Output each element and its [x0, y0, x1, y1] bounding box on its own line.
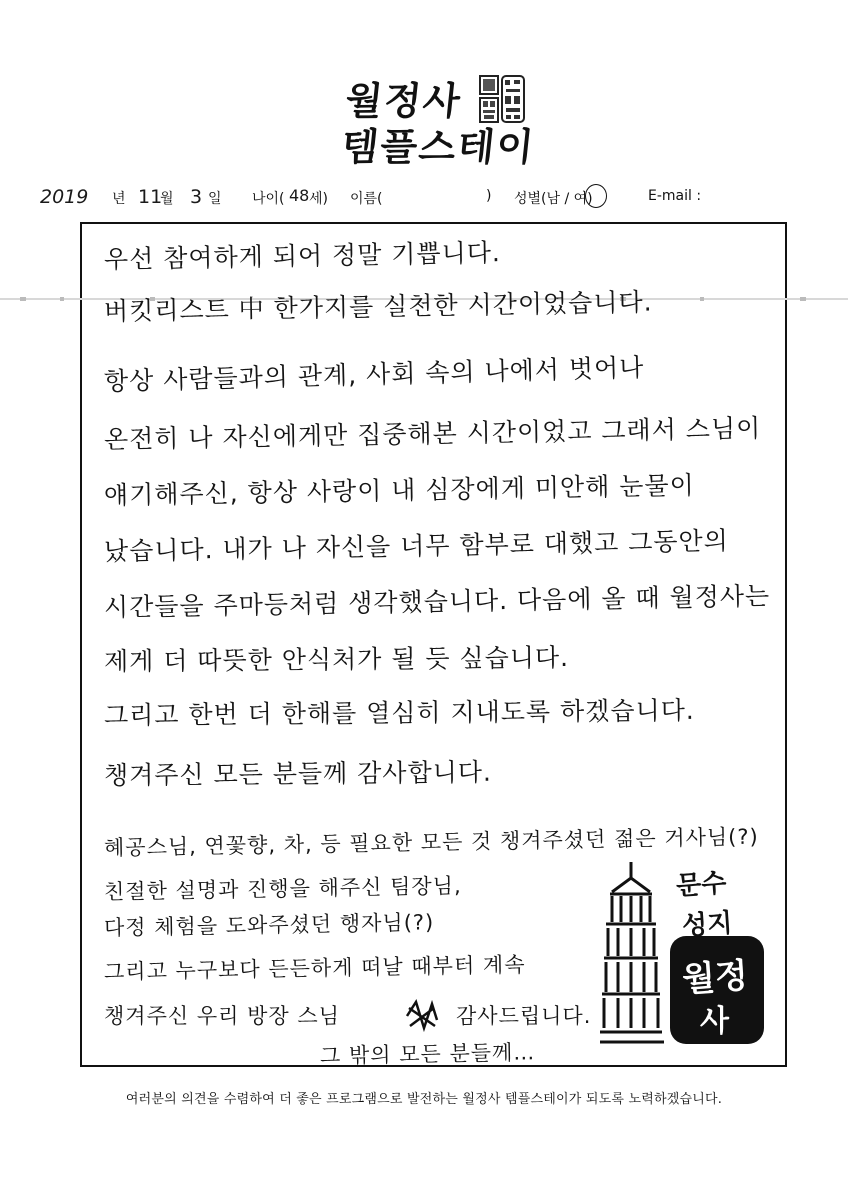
month-value: 11: [138, 186, 163, 208]
year-label: 년: [112, 191, 126, 207]
stamp-text-3: 월정: [680, 955, 750, 1001]
letter-line-9: 그리고 한번 더 한해를 열심히 지내도록 하겠습니다.: [103, 695, 695, 730]
gender-selected-circle: [585, 184, 607, 208]
name-label-close: ): [486, 188, 492, 204]
stamp-text-1: 문수: [675, 868, 728, 902]
program-title-line1: 월정사: [343, 78, 465, 123]
letter-line-13: 다정 체험을 도와주셨던 행자님(?): [103, 910, 435, 940]
temple-seal-stamp: [476, 74, 528, 124]
name-label-open: 이름(: [350, 191, 383, 207]
letter-line-15: 챙겨주신 우리 방장 스님: [104, 1004, 340, 1028]
letter-line-8: 제게 더 따뜻한 안식처가 될 듯 싶습니다.: [103, 642, 570, 676]
letter-line-5: 얘기해주신, 항상 사랑이 내 심장에게 미안해 눈물이: [103, 470, 695, 510]
letter-line-7: 시간들을 주마등처럼 생각했습니다. 다음에 올 때 월정사는: [103, 581, 771, 622]
day-label: 일: [208, 191, 222, 207]
letter-line-11: 혜공스님, 연꽃향, 차, 등 필요한 모든 것 챙겨주셨던 젊은 거사님(?): [103, 824, 759, 860]
letter-line-17: 그 밖의 모든 분들께…: [319, 1040, 536, 1068]
month-label: 월: [160, 191, 174, 207]
letter-line-6: 났습니다. 내가 나 자신을 너무 함부로 대했고 그동안의: [103, 526, 730, 566]
age-label-open: 나이(: [252, 191, 285, 207]
letter-line-4: 온전히 나 자신에게만 집중해본 시간이었고 그래서 스님이: [103, 413, 762, 454]
footer-note: 여러분의 의견을 수렴하여 더 좋은 프로그램으로 발전하는 월정사 템플스테이가 되도록 노력하겠습니다.: [125, 1092, 723, 1107]
letter-line-12: 친절한 설명과 진행을 해주신 팀장님,: [103, 873, 462, 904]
gender-label: 성별(남 / 여): [514, 191, 593, 207]
stamp-text-2: 성지: [681, 908, 734, 942]
letter-line-2: 버킷리스트 中 한가지를 실천한 시간이었습니다.: [103, 287, 653, 326]
email-label: E-mail :: [648, 188, 702, 204]
letter-line-3: 항상 사람들과의 관계, 사회 속의 나에서 벗어나: [103, 352, 645, 396]
day-value: 3: [190, 186, 203, 208]
age-value: 48: [289, 186, 310, 205]
year-value: 2019: [40, 186, 89, 208]
crossed-out-scribble: [404, 998, 440, 1034]
letter-line-16: 감사드립니다.: [456, 1004, 592, 1028]
visitor-info-row: [0, 184, 848, 214]
age-label-close: 세): [309, 191, 328, 207]
letter-line-1: 우선 참여하게 되어 정말 기쁩니다.: [103, 238, 502, 274]
stamp-text-4: 사: [700, 1004, 729, 1039]
letter-line-14: 그리고 누구보다 든든하게 떠날 때부터 계속: [103, 952, 526, 984]
letter-line-10: 챙겨주신 모든 분들께 감사합니다.: [103, 757, 493, 790]
program-title-line2: 템플스테이: [339, 124, 538, 169]
